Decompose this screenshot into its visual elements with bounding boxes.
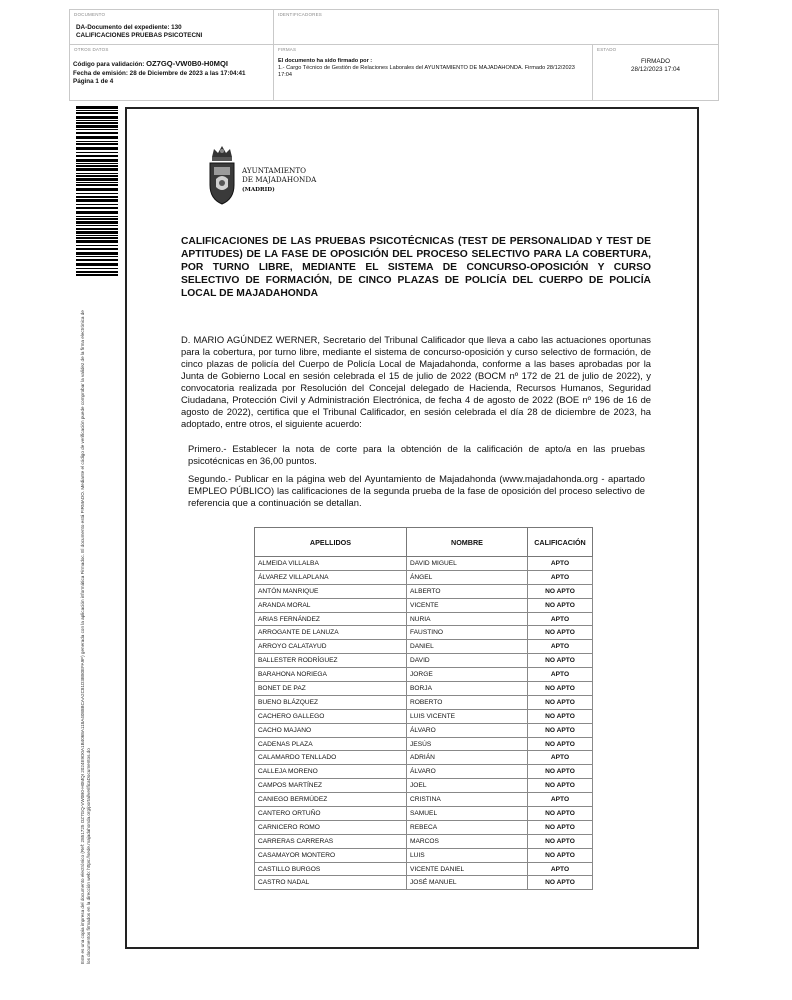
barcode-bar bbox=[76, 252, 118, 255]
table-row bbox=[255, 654, 593, 668]
cell-nombre: ÁNGEL bbox=[407, 570, 528, 584]
cell-apellidos: CANTERO ORTUÑO bbox=[255, 807, 407, 821]
header-otros-datos-box bbox=[69, 44, 274, 101]
cell-apellidos: CARRERAS CARRERAS bbox=[255, 834, 407, 848]
barcode-bar bbox=[76, 228, 118, 230]
table-row bbox=[255, 570, 593, 584]
cell-calificacion: APTO bbox=[528, 612, 593, 626]
organization-name bbox=[242, 167, 316, 195]
barcode-bar bbox=[76, 248, 118, 250]
cell-nombre: BORJA bbox=[407, 682, 528, 696]
cell-apellidos: ALMEIDA VILLALBA bbox=[255, 557, 407, 571]
cell-apellidos: CADENAS PLAZA bbox=[255, 737, 407, 751]
page-number: Página 1 de 4 bbox=[73, 78, 114, 85]
documento-line1: DA-Documento del expediente: 130 bbox=[76, 24, 182, 31]
firmas-line1: El documento ha sido firmado por : bbox=[278, 58, 373, 64]
barcode-bar bbox=[76, 263, 118, 266]
cell-apellidos: CASTRO NADAL bbox=[255, 876, 407, 890]
barcode-bar bbox=[76, 106, 118, 109]
table-row bbox=[255, 765, 593, 779]
barcode-bar bbox=[76, 110, 118, 111]
validation-code[interactable] bbox=[73, 60, 228, 69]
barcode-bar bbox=[76, 193, 118, 194]
cell-apellidos: BALLESTER RODRÍGUEZ bbox=[255, 654, 407, 668]
estado-status: FIRMADO bbox=[640, 58, 671, 65]
cell-calificacion: NO APTO bbox=[528, 584, 593, 598]
barcode-bar bbox=[76, 245, 118, 246]
barcode-bar bbox=[76, 165, 118, 167]
barcode-bar bbox=[76, 173, 118, 174]
barcode-bar bbox=[76, 159, 118, 162]
cell-apellidos: CASAMAYOR MONTERO bbox=[255, 848, 407, 862]
grades-table bbox=[254, 527, 593, 890]
table-row bbox=[255, 737, 593, 751]
cell-nombre: LUIS bbox=[407, 848, 528, 862]
cell-nombre: FAUSTINO bbox=[407, 626, 528, 640]
estado-datetime: 28/12/2023 17:04 bbox=[630, 66, 681, 73]
barcode-bar bbox=[76, 240, 118, 243]
table-row bbox=[255, 682, 593, 696]
barcode-bar bbox=[76, 136, 118, 139]
estado-caption: ESTADO bbox=[597, 47, 617, 52]
cell-apellidos: CALAMARDO TENLLADO bbox=[255, 751, 407, 765]
table-row bbox=[255, 640, 593, 654]
cell-calificacion: NO APTO bbox=[528, 834, 593, 848]
cell-calificacion: NO APTO bbox=[528, 695, 593, 709]
cell-nombre: MARCOS bbox=[407, 834, 528, 848]
cell-nombre: JESÚS bbox=[407, 737, 528, 751]
cell-apellidos: CACHO MAJANO bbox=[255, 723, 407, 737]
table-row bbox=[255, 612, 593, 626]
cell-nombre: ROBERTO bbox=[407, 695, 528, 709]
header-firmas-box bbox=[273, 44, 593, 101]
cell-apellidos: ARROGANTE DE LANUZA bbox=[255, 626, 407, 640]
firmas-line3: 17:04 bbox=[278, 72, 292, 78]
cell-calificacion: NO APTO bbox=[528, 820, 593, 834]
table-row bbox=[255, 834, 593, 848]
cell-nombre: ALBERTO bbox=[407, 584, 528, 598]
header-nombre: NOMBRE bbox=[407, 528, 528, 557]
barcode-bar bbox=[76, 196, 118, 198]
barcode-bar bbox=[76, 141, 118, 142]
barcode-bar bbox=[76, 155, 118, 157]
cell-apellidos: ANTÓN MANRIQUE bbox=[255, 584, 407, 598]
cell-nombre: CRISTINA bbox=[407, 793, 528, 807]
barcode-bar bbox=[76, 274, 118, 276]
cell-calificacion: APTO bbox=[528, 793, 593, 807]
barcode-bar bbox=[76, 216, 118, 217]
barcode-bar bbox=[76, 122, 118, 124]
barcode-bar bbox=[76, 204, 118, 205]
cell-apellidos: CACHERO GALLEGO bbox=[255, 709, 407, 723]
cell-nombre: ÁLVARO bbox=[407, 765, 528, 779]
cell-nombre: REBECA bbox=[407, 820, 528, 834]
table-row bbox=[255, 862, 593, 876]
table-row bbox=[255, 668, 593, 682]
cell-nombre: ADRIÁN bbox=[407, 751, 528, 765]
barcode-bar bbox=[76, 218, 118, 220]
otros-datos-caption: OTROS DATOS bbox=[74, 47, 109, 52]
table-row bbox=[255, 751, 593, 765]
barcode-bar bbox=[76, 225, 118, 226]
cell-nombre: SAMUEL bbox=[407, 807, 528, 821]
barcode-bar bbox=[76, 143, 118, 145]
side-verification-note: Este es una copia impresa del documento electrónico (Ref: 2851725 OZ7GQ-VW0B0-H0MQI 2024E9D0A1B4068A118A4088BCAA2C81D3B80EFA9F) generada con la aplicación informática Firmadoc. El documento está FIRMADO. Mediante el código de verificación puede comprobar la validez de la firma electrónica de los documentos firmados en la dirección web: https://sede.majadahonda.org/portal/verificaDocumentos.do bbox=[80, 310, 91, 964]
cell-calificacion: NO APTO bbox=[528, 765, 593, 779]
validation-code-value: OZ7GQ-VW0B0-H0MQI bbox=[146, 59, 228, 68]
cell-apellidos: BARAHONA NORIEGA bbox=[255, 668, 407, 682]
barcode-bar bbox=[76, 125, 118, 128]
firmas-caption: FIRMAS bbox=[278, 47, 297, 52]
cell-calificacion: NO APTO bbox=[528, 737, 593, 751]
cell-nombre: VICENTE DANIEL bbox=[407, 862, 528, 876]
barcode-bar bbox=[76, 178, 118, 181]
intro-paragraph: D. MARIO AGÚNDEZ WERNER, Secretario del Tribunal Calificador que lleva a cabo las actuaciones oportunas para la cobertura, por turno libre, mediante el sistema de concurso-oposición y curso selectivo de formación, de cinco plazas de policía del Cuerpo de Policía Local de Majadahonda, conforme a las bases aprobadas por la Junta de Gobierno Local en sesión celebrada el 15 de julio de 2022 (BOCM nº 172 de 21 de julio de 2022), y convocatoria realizada por Resolución del Concejal delegado de Hacienda, Recursos Humanos, Seguridad Ciudadana, Protección Civil y Administración Electrónica, de fecha 4 de agosto de 2022 (BOE nº 196 de 16 de agosto de 2022), certifica que el Tribunal Calificador, en sesión celebrada el día 28 de diciembre de 2023, ha adoptado, entre otros, el siguiente acuerdo: bbox=[181, 334, 651, 429]
barcode-bar bbox=[76, 259, 118, 261]
org-line2: DE MAJADAHONDA bbox=[242, 174, 317, 184]
cell-apellidos: CALLEJA MORENO bbox=[255, 765, 407, 779]
cell-calificacion: NO APTO bbox=[528, 876, 593, 890]
barcode-bar bbox=[76, 256, 118, 257]
table-row bbox=[255, 695, 593, 709]
cell-nombre: ÁLVARO bbox=[407, 723, 528, 737]
cell-apellidos: CASTILLO BURGOS bbox=[255, 862, 407, 876]
cell-apellidos: ARANDA MORAL bbox=[255, 598, 407, 612]
barcode-bar bbox=[76, 184, 118, 186]
barcode-bar bbox=[76, 221, 118, 224]
identificadores-caption: IDENTIFICADORES bbox=[278, 12, 323, 17]
documento-caption: DOCUMENTO bbox=[74, 12, 106, 17]
barcode-bar bbox=[76, 168, 118, 171]
cell-calificacion: NO APTO bbox=[528, 807, 593, 821]
cell-apellidos: ARROYO CALATAYUD bbox=[255, 640, 407, 654]
cell-nombre: VICENTE bbox=[407, 598, 528, 612]
cell-nombre: DANIEL bbox=[407, 640, 528, 654]
barcode-bar bbox=[76, 199, 118, 202]
cell-apellidos: ARIAS FERNÁNDEZ bbox=[255, 612, 407, 626]
cell-calificacion: APTO bbox=[528, 751, 593, 765]
barcode-bar bbox=[76, 147, 118, 150]
cell-apellidos: BONET DE PAZ bbox=[255, 682, 407, 696]
cell-calificacion: APTO bbox=[528, 668, 593, 682]
barcode-bar bbox=[76, 271, 118, 273]
firmas-line2: 1.- Cargo Técnico de Gestión de Relaciones Laborales del AYUNTAMIENTO DE MAJADAHONDA. Firmado 28/12/2023 bbox=[278, 65, 575, 71]
table-row bbox=[255, 584, 593, 598]
validation-code-label: Código para validación: bbox=[73, 61, 145, 68]
point-primero: Primero.- Establecer la nota de corte para la obtención de la calificación de apto/a en las pruebas psicotécnicas en 36,00 puntos. bbox=[188, 443, 645, 466]
cell-calificacion: APTO bbox=[528, 862, 593, 876]
barcode-bar bbox=[76, 182, 118, 183]
table-row bbox=[255, 820, 593, 834]
barcode bbox=[76, 106, 118, 276]
issue-date: Fecha de emisión: 28 de Diciembre de 2023 a las 17:04:41 bbox=[73, 70, 246, 77]
cell-apellidos: CANIEGO BERMÚDEZ bbox=[255, 793, 407, 807]
barcode-bar bbox=[76, 152, 118, 153]
table-row bbox=[255, 793, 593, 807]
barcode-bar bbox=[76, 268, 118, 269]
cell-nombre: LUIS VICENTE bbox=[407, 709, 528, 723]
cell-calificacion: APTO bbox=[528, 557, 593, 571]
table-row bbox=[255, 723, 593, 737]
table-row bbox=[255, 557, 593, 571]
barcode-bar bbox=[76, 207, 118, 209]
barcode-bar bbox=[76, 188, 118, 191]
cell-nombre: DAVID MIGUEL bbox=[407, 557, 528, 571]
org-region: (MADRID) bbox=[242, 187, 275, 194]
cell-calificacion: NO APTO bbox=[528, 598, 593, 612]
barcode-bar bbox=[76, 163, 118, 164]
header-documento-box bbox=[69, 9, 274, 45]
barcode-bar bbox=[76, 211, 118, 214]
header-calificacion: CALIFICACIÓN bbox=[528, 528, 593, 557]
cell-apellidos: ÁLVAREZ VILLAPLANA bbox=[255, 570, 407, 584]
table-row bbox=[255, 807, 593, 821]
cell-calificacion: NO APTO bbox=[528, 779, 593, 793]
table-row bbox=[255, 848, 593, 862]
cell-nombre: NURIA bbox=[407, 612, 528, 626]
header-identificadores-box bbox=[273, 9, 719, 45]
cell-calificacion: NO APTO bbox=[528, 723, 593, 737]
cell-calificacion: NO APTO bbox=[528, 682, 593, 696]
table-row bbox=[255, 876, 593, 890]
header-apellidos: APELLIDOS bbox=[255, 528, 407, 557]
org-line1: AYUNTAMIENTO bbox=[242, 166, 307, 175]
table-header-row bbox=[255, 528, 593, 557]
cell-nombre: DAVID bbox=[407, 654, 528, 668]
barcode-bar bbox=[76, 112, 118, 114]
cell-apellidos: CAMPOS MARTÍNEZ bbox=[255, 779, 407, 793]
cell-calificacion: NO APTO bbox=[528, 848, 593, 862]
cell-calificacion: NO APTO bbox=[528, 654, 593, 668]
barcode-bar bbox=[76, 120, 118, 121]
cell-nombre: JORGE bbox=[407, 668, 528, 682]
table-row bbox=[255, 779, 593, 793]
point-segundo: Segundo.- Publicar en la página web del Ayuntamiento de Majadahonda (www.majadahonda.org - apartado EMPLEO PÚBLICO) las calificaciones de la segunda prueba de la fase de oposición del proceso selectivo de referencia que a continuación se detallan. bbox=[188, 473, 645, 508]
barcode-bar bbox=[76, 231, 118, 234]
cell-nombre: JOEL bbox=[407, 779, 528, 793]
barcode-bar bbox=[76, 175, 118, 177]
barcode-bar bbox=[76, 116, 118, 119]
table-row bbox=[255, 709, 593, 723]
cell-calificacion: APTO bbox=[528, 570, 593, 584]
barcode-bar bbox=[76, 237, 118, 239]
documento-line2: CALIFICACIONES PRUEBAS PSICOTECNI bbox=[76, 32, 203, 39]
coat-of-arms-logo bbox=[206, 143, 238, 207]
header-estado-box bbox=[592, 44, 719, 101]
table-row bbox=[255, 598, 593, 612]
table-row bbox=[255, 626, 593, 640]
cell-apellidos: CARNICERO ROMO bbox=[255, 820, 407, 834]
cell-calificacion: NO APTO bbox=[528, 709, 593, 723]
cell-calificacion: NO APTO bbox=[528, 626, 593, 640]
barcode-bar bbox=[76, 235, 118, 236]
document-title: CALIFICACIONES DE LAS PRUEBAS PSICOTÉCNICAS (TEST DE PERSONALIDAD Y TEST DE APTITUDES) DE LA FASE DE OPOSICIÓN DEL PROCESO SELECTIVO PARA LA COBERTURA, POR TURNO LIBRE, MEDIANTE EL SISTEMA DE CONCURSO-OPOSICIÓN Y CURSO SELECTIVO DE FORMACIÓN, DE CINCO PLAZAS DE POLICÍA DEL CUERPO DE POLICÍA LOCAL DE MAJADAHONDA bbox=[181, 236, 651, 299]
cell-nombre: JOSÉ MANUEL bbox=[407, 876, 528, 890]
cell-apellidos: BUENO BLÁZQUEZ bbox=[255, 695, 407, 709]
barcode-bar bbox=[76, 132, 118, 134]
cell-calificacion: APTO bbox=[528, 640, 593, 654]
barcode-bar bbox=[76, 129, 118, 130]
